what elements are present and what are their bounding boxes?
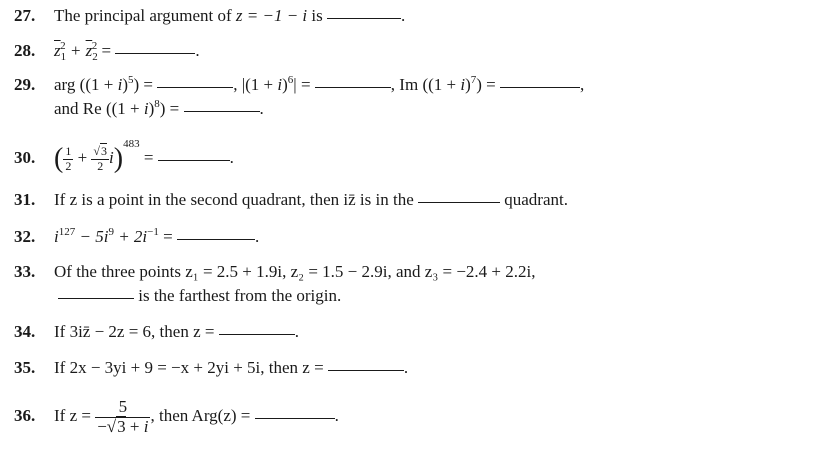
question-36: [14, 398, 339, 436]
question-number: 34.: [14, 322, 36, 341]
answer-blank[interactable]: [327, 17, 401, 19]
im-label: Im: [399, 75, 419, 94]
answer-blank[interactable]: [157, 86, 233, 88]
arg-label: arg: [54, 75, 76, 94]
punct: .: [254, 227, 260, 246]
question-number: 30.: [14, 148, 36, 167]
question-text-is: is: [311, 6, 323, 25]
punct: .: [334, 406, 339, 426]
exponent: 6: [287, 74, 294, 86]
fraction-sqrt3-half: $\frac{√3}{2}$: [93, 144, 108, 173]
answer-blank[interactable]: [177, 238, 255, 240]
answer-blank[interactable]: [255, 417, 335, 419]
term: − 5i: [75, 227, 109, 246]
exponent: 7: [470, 74, 477, 86]
question-31: [14, 190, 568, 210]
question-text: If 2x − 3yi + 9 = −x + 2yi + 5i, then z =: [54, 358, 324, 377]
answer-blank[interactable]: [315, 86, 391, 88]
question-29-line2: and Re $((1 + i)^8)$ = .: [54, 98, 264, 118]
numerator: 5: [95, 398, 150, 418]
exponent: 8: [154, 98, 160, 110]
answer-blank[interactable]: [219, 333, 295, 335]
question-33: [14, 262, 536, 282]
question-expression: $\overline{z}_1^2 + \overline{z}_2^2$: [54, 40, 98, 63]
question-29: 29. arg $((1 + i)^5)$ = , $|(1 + i)^6|$ = , Im $((1 + i)^7)$ = ,: [14, 74, 585, 94]
question-number: 36.: [14, 406, 36, 426]
question-number: 31.: [14, 190, 36, 209]
question-text: If z is a point in the second quadrant, then iz̄ is in the: [54, 190, 414, 209]
question-30: 30. ( $\frac{1}{2}$ + $\frac{√3}{2}$ i)$^{483}$ = .: [14, 138, 234, 174]
punct: .: [294, 322, 299, 341]
exponent: 483: [123, 138, 140, 150]
question-text: If z =: [54, 406, 91, 426]
answer-blank[interactable]: [184, 110, 260, 112]
question-number: 35.: [14, 358, 36, 377]
punct: .: [229, 148, 234, 167]
question-text-tail: , then Arg(z) =: [150, 406, 251, 426]
question-32: 32. $i^{127} - 5i^9 + 2i^{-1}$ = .: [14, 226, 260, 246]
answer-blank[interactable]: [158, 159, 230, 161]
punct: .: [195, 41, 200, 60]
question-number: 28.: [14, 41, 36, 60]
question-number: 33.: [14, 262, 36, 281]
question-number: 27.: [14, 6, 36, 25]
question-text: If 3iz̄ − 2z = 6, then z =: [54, 322, 215, 341]
denominator: −√3 + i: [97, 416, 149, 436]
fraction-expression: [95, 398, 150, 436]
answer-blank[interactable]: [500, 86, 580, 88]
answer-blank[interactable]: [328, 369, 404, 371]
question-text: The principal argument of: [54, 6, 232, 25]
exponent: −1: [147, 226, 159, 238]
answer-blank[interactable]: [115, 52, 195, 54]
exponent: 127: [58, 226, 76, 238]
question-text-tail: quadrant.: [504, 190, 568, 209]
question-number: 29.: [14, 75, 36, 94]
question-expression: z = −1 − i: [235, 6, 308, 25]
question-text: Of the three points z₁ = 2.5 + 1.9i, z₂ = 1.5 − 2.9i, and z₃ = −2.4 + 2.2i,: [54, 262, 536, 281]
fraction-half: $\frac{1}{2}$: [65, 144, 72, 173]
question-27: [14, 6, 405, 26]
answer-blank[interactable]: [418, 201, 500, 203]
question-text: is the farthest from the origin.: [138, 286, 342, 305]
punct: .: [403, 358, 409, 377]
question-28: 28. $\overline{z}_1^2 + \overline{z}_2^2$ = .: [14, 40, 200, 63]
question-number: 32.: [14, 227, 36, 246]
term: + 2i: [113, 227, 148, 246]
exponent: 5: [127, 74, 134, 86]
punct: .: [401, 6, 406, 25]
question-35: [14, 358, 408, 378]
answer-blank[interactable]: [58, 297, 134, 299]
question-33-line2: [58, 286, 341, 306]
exponent: 9: [108, 226, 114, 238]
re-label: and Re: [54, 99, 102, 118]
question-34: [14, 322, 299, 342]
